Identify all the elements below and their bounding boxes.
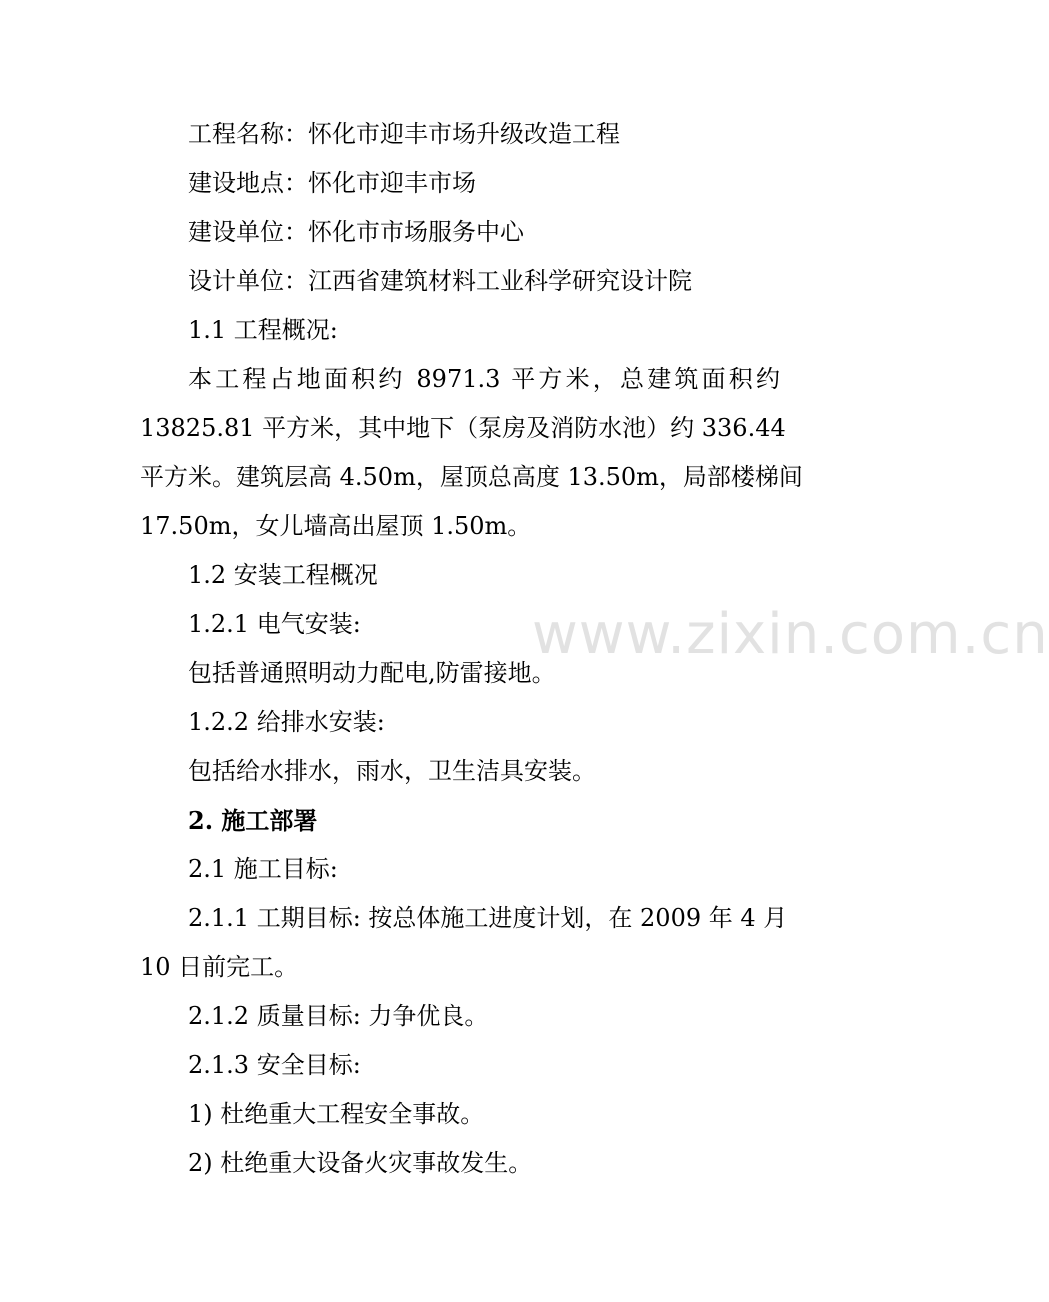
overview-paragraph-line-3: 平方米。建筑层高 4.50m，屋顶总高度 13.50m，局部楼梯间: [140, 463, 803, 491]
section-1-2-1-heading: 1.2.1 电气安装:: [188, 610, 361, 638]
section-1-2-2-heading: 1.2.2 给排水安装:: [188, 708, 385, 736]
safety-target-heading: 2.1.3 安全目标:: [188, 1051, 361, 1079]
safety-target-item-2: 2) 杜绝重大设备火灾事故发生。: [188, 1149, 533, 1177]
overview-paragraph-line-1: 本工程占地面积约 8971.3 平方米，总建筑面积约: [188, 365, 780, 393]
plumbing-scope-text: 包括给水排水，雨水，卫生洁具安装。: [188, 757, 596, 785]
construction-unit-line: 建设单位：怀化市市场服务中心: [188, 218, 524, 246]
watermark: www.zixin.com.cn: [532, 602, 1049, 667]
section-1-2-heading: 1.2 安装工程概况: [188, 561, 378, 589]
design-unit-line: 设计单位：江西省建筑材料工业科学研究设计院: [188, 267, 692, 295]
project-name-line: 工程名称：怀化市迎丰市场升级改造工程: [188, 120, 620, 148]
section-1-1-heading: 1.1 工程概况:: [188, 316, 338, 344]
quality-target-text: 2.1.2 质量目标: 力争优良。: [188, 1002, 489, 1030]
electrical-scope-text: 包括普通照明动力配电,防雷接地。: [188, 659, 556, 687]
overview-paragraph-line-2: 13825.81 平方米，其中地下（泵房及消防水池）约 336.44: [140, 414, 786, 442]
overview-paragraph-line-4: 17.50m，女儿墙高出屋顶 1.50m。: [140, 512, 532, 540]
project-location-line: 建设地点：怀化市迎丰市场: [188, 169, 476, 197]
safety-target-item-1: 1) 杜绝重大工程安全事故。: [188, 1100, 485, 1128]
schedule-target-line-1: 2.1.1 工期目标: 按总体施工进度计划，在 2009 年 4 月: [188, 904, 788, 932]
section-2-1-heading: 2.1 施工目标:: [188, 855, 338, 883]
section-2-heading: 2. 施工部署: [188, 806, 318, 835]
schedule-target-line-2: 10 日前完工。: [140, 953, 299, 981]
